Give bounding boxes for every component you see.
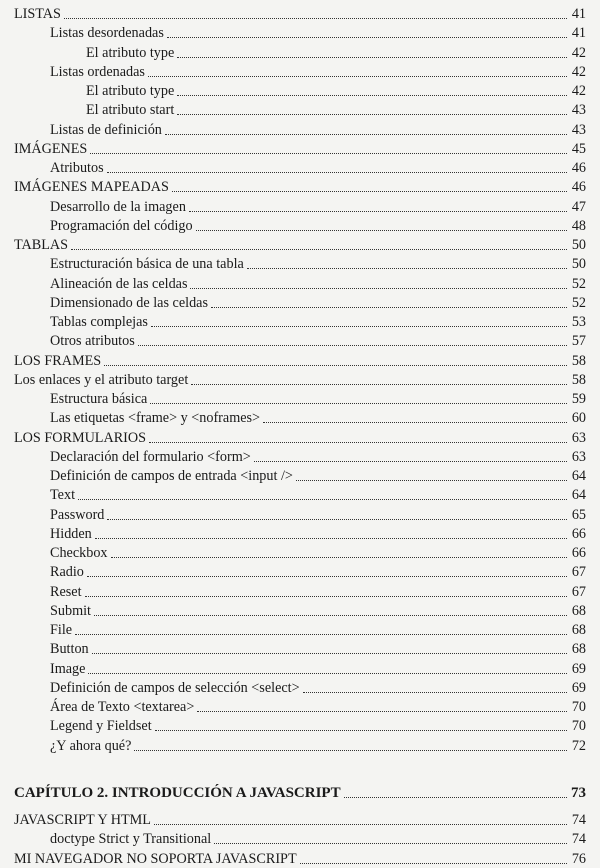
toc-entry-page: 65 bbox=[571, 506, 586, 523]
toc-entry-page: 58 bbox=[571, 352, 586, 369]
dot-leader bbox=[85, 596, 567, 597]
toc-entry bbox=[50, 390, 586, 408]
toc-entry-page: 41 bbox=[571, 6, 586, 22]
toc-entry bbox=[86, 101, 586, 119]
dot-leader bbox=[107, 519, 567, 520]
dot-leader bbox=[177, 114, 567, 115]
toc-entry-title: IMÁGENES bbox=[14, 140, 88, 157]
toc-entry-page: 74 bbox=[571, 812, 586, 828]
toc-entry bbox=[50, 255, 586, 273]
toc-entry bbox=[14, 811, 586, 829]
toc-entry-title: Los enlaces y el atributo target bbox=[14, 371, 189, 388]
dot-leader bbox=[254, 461, 567, 462]
toc-entry-page: 59 bbox=[571, 391, 586, 407]
toc-entry-page: 66 bbox=[571, 525, 586, 542]
dot-leader bbox=[64, 18, 567, 19]
toc-entry-page: 43 bbox=[571, 121, 586, 138]
toc-entry-page: 45 bbox=[571, 140, 586, 157]
toc-entry-page: 46 bbox=[571, 160, 586, 176]
toc-entry-page: 74 bbox=[571, 831, 586, 848]
dot-leader bbox=[172, 191, 567, 192]
dot-leader bbox=[111, 557, 567, 558]
toc-entry bbox=[50, 409, 586, 427]
toc-entry bbox=[50, 698, 586, 716]
toc-entry-title: Área de Texto <textarea> bbox=[50, 699, 195, 715]
toc-entry bbox=[50, 217, 586, 235]
dot-leader bbox=[296, 480, 567, 481]
dot-leader bbox=[71, 249, 567, 250]
toc-entry-title: Hidden bbox=[50, 525, 92, 542]
dot-leader bbox=[247, 268, 567, 269]
toc-entry-page: 63 bbox=[571, 448, 586, 465]
dot-leader bbox=[167, 37, 567, 38]
toc-entry-title: Checkbox bbox=[50, 545, 108, 561]
dot-leader bbox=[75, 634, 567, 635]
toc-entry-title: MI NAVEGADOR NO SOPORTA JAVASCRIPT bbox=[14, 850, 297, 867]
dot-leader bbox=[90, 153, 567, 154]
toc-entry-page: 47 bbox=[571, 198, 586, 215]
toc-entry-title: ¿Y ahora qué? bbox=[50, 737, 132, 754]
toc-entry bbox=[50, 506, 586, 524]
toc-entry-title: Atributos bbox=[50, 160, 104, 176]
toc-entry bbox=[50, 525, 586, 543]
dot-leader bbox=[211, 307, 567, 308]
dot-leader bbox=[303, 692, 567, 693]
toc-entry-page: 52 bbox=[571, 275, 586, 292]
dot-leader bbox=[107, 172, 567, 173]
toc-entry bbox=[50, 467, 586, 485]
toc-entry-page: 72 bbox=[571, 737, 586, 754]
toc-entry bbox=[50, 660, 586, 678]
toc-entry-page: 42 bbox=[571, 83, 586, 99]
toc-entry-title: Estructuración básica de una tabla bbox=[50, 256, 244, 273]
toc-entry-page: 68 bbox=[571, 622, 586, 638]
toc-entry-page: 42 bbox=[571, 63, 586, 80]
dot-leader bbox=[134, 750, 567, 751]
toc-entry-page: 41 bbox=[571, 25, 586, 42]
toc-entry-page: 67 bbox=[571, 564, 586, 581]
toc-entry bbox=[50, 640, 586, 658]
toc-entry bbox=[50, 679, 586, 697]
dot-leader bbox=[263, 422, 567, 423]
toc-entry-title: Legend y Fieldset bbox=[50, 718, 152, 735]
toc-entry-page: 60 bbox=[571, 410, 586, 427]
toc-entry bbox=[50, 621, 586, 639]
toc-entry-title: Desarrollo de la imagen bbox=[50, 198, 186, 215]
dot-leader bbox=[149, 442, 567, 443]
toc-entry-title: El atributo type bbox=[86, 44, 175, 61]
toc-entry-title: El atributo type bbox=[86, 83, 175, 99]
toc-entry-title: CAPÍTULO 2. INTRODUCCIÓN A JAVASCRIPT bbox=[14, 784, 341, 801]
dot-leader bbox=[92, 653, 567, 654]
toc-entry-title: Submit bbox=[50, 602, 91, 619]
dot-leader bbox=[148, 76, 567, 77]
toc-entry bbox=[50, 159, 586, 177]
dot-leader bbox=[300, 863, 567, 864]
toc-entry-page: 68 bbox=[571, 641, 586, 658]
toc-entry-title: LISTAS bbox=[14, 6, 61, 22]
dot-leader bbox=[165, 134, 567, 135]
toc-entry bbox=[50, 563, 586, 581]
toc-entry bbox=[50, 198, 586, 216]
toc-entry bbox=[14, 850, 586, 868]
toc-entry-page: 70 bbox=[571, 718, 586, 735]
toc-entry bbox=[50, 121, 586, 139]
toc-entry bbox=[14, 5, 586, 23]
toc-entry bbox=[50, 583, 586, 601]
toc-entry bbox=[14, 429, 586, 447]
toc-entry-page: 50 bbox=[571, 256, 586, 273]
dot-leader bbox=[190, 288, 567, 289]
toc-entry-title: Password bbox=[50, 506, 105, 523]
dot-leader bbox=[151, 326, 567, 327]
toc-entry-title: LOS FORMULARIOS bbox=[14, 429, 147, 446]
toc-entry bbox=[50, 275, 586, 293]
toc-entry-title: IMÁGENES MAPEADAS bbox=[14, 179, 169, 196]
toc-entry-page: 64 bbox=[571, 487, 586, 504]
toc-entry-title: doctype Strict y Transitional bbox=[50, 831, 212, 848]
toc-entry bbox=[50, 544, 586, 562]
toc-entry-page: 73 bbox=[571, 784, 586, 801]
toc-entry-title: Dimensionado de las celdas bbox=[50, 294, 208, 311]
toc-entry-title: Alineación de las celdas bbox=[50, 275, 188, 292]
toc-entry bbox=[50, 717, 586, 735]
toc-entry-page: 50 bbox=[571, 237, 586, 253]
toc-entry bbox=[50, 313, 586, 331]
toc-entry-page: 57 bbox=[571, 333, 586, 350]
toc-entry-page: 69 bbox=[571, 660, 586, 677]
toc-entry bbox=[14, 236, 586, 254]
dot-leader bbox=[94, 615, 567, 616]
dot-leader bbox=[177, 95, 567, 96]
dot-leader bbox=[196, 230, 567, 231]
chapter-heading bbox=[14, 784, 586, 802]
toc-entry-title: Button bbox=[50, 641, 89, 658]
toc-entry bbox=[50, 448, 586, 466]
toc-entry bbox=[50, 294, 586, 312]
toc-entry-page: 66 bbox=[571, 545, 586, 561]
toc-entry bbox=[86, 44, 586, 62]
toc-entry-page: 70 bbox=[571, 699, 586, 715]
toc-entry-title: Radio bbox=[50, 564, 84, 581]
toc-entry bbox=[14, 352, 586, 370]
toc-entry-page: 58 bbox=[571, 371, 586, 388]
toc-entry-title: Estructura básica bbox=[50, 391, 148, 407]
toc-entry bbox=[14, 371, 586, 389]
dot-leader bbox=[87, 576, 567, 577]
toc-entry bbox=[14, 178, 586, 196]
toc-entry-title: Text bbox=[50, 487, 76, 504]
toc-entry-title: Las etiquetas <frame> y <noframes> bbox=[50, 410, 261, 427]
toc-entry-title: Reset bbox=[50, 583, 82, 600]
toc-entry-page: 69 bbox=[571, 679, 586, 696]
toc-entry-page: 68 bbox=[571, 602, 586, 619]
toc-entry-page: 63 bbox=[571, 429, 586, 446]
toc-entry bbox=[50, 602, 586, 620]
toc-entry-page: 76 bbox=[571, 850, 586, 867]
toc-entry-title: Declaración del formulario <form> bbox=[50, 448, 251, 465]
toc-entry-title: Listas desordenadas bbox=[50, 25, 164, 42]
toc-entry-title: File bbox=[50, 622, 73, 638]
toc-entry-page: 53 bbox=[571, 314, 586, 330]
dot-leader bbox=[189, 211, 567, 212]
toc-entry-title: Tablas complejas bbox=[50, 314, 148, 330]
dot-leader bbox=[88, 673, 567, 674]
toc-entry bbox=[50, 486, 586, 504]
toc-entry-title: Otros atributos bbox=[50, 333, 135, 350]
toc-entry bbox=[50, 737, 586, 755]
dot-leader bbox=[177, 57, 567, 58]
dot-leader bbox=[138, 345, 567, 346]
dot-leader bbox=[197, 711, 567, 712]
dot-leader bbox=[344, 797, 567, 798]
dot-leader bbox=[191, 384, 567, 385]
toc-entry-title: Definición de campos de selección <select> bbox=[50, 679, 300, 696]
toc-entry-page: 42 bbox=[571, 44, 586, 61]
toc-entry bbox=[50, 830, 586, 848]
toc-entry-title: El atributo start bbox=[86, 102, 175, 119]
toc-entry bbox=[14, 140, 586, 158]
toc-entry bbox=[86, 82, 586, 100]
toc-entry-title: JAVASCRIPT Y HTML bbox=[14, 812, 151, 828]
toc-entry-title: Listas ordenadas bbox=[50, 63, 145, 80]
toc-entry-page: 67 bbox=[571, 583, 586, 600]
toc-entry bbox=[50, 332, 586, 350]
toc-entry-page: 52 bbox=[571, 294, 586, 311]
toc-entry-title: TABLAS bbox=[14, 237, 69, 253]
dot-leader bbox=[78, 499, 567, 500]
toc-entry-page: 48 bbox=[571, 217, 586, 234]
dot-leader bbox=[95, 538, 567, 539]
toc-entry bbox=[50, 24, 586, 42]
toc-entry-page: 43 bbox=[571, 102, 586, 119]
toc-entry-page: 46 bbox=[571, 179, 586, 196]
toc-entry-title: Listas de definición bbox=[50, 121, 162, 138]
toc-entry-page: 64 bbox=[571, 468, 586, 484]
toc-entry-title: Image bbox=[50, 660, 86, 677]
toc-entry-title: Programación del código bbox=[50, 217, 193, 234]
toc-entry-title: Definición de campos de entrada <input /> bbox=[50, 468, 293, 484]
dot-leader bbox=[155, 730, 567, 731]
toc-entry bbox=[50, 63, 586, 81]
dot-leader bbox=[154, 824, 567, 825]
dot-leader bbox=[150, 403, 567, 404]
toc-entry-title: LOS FRAMES bbox=[14, 352, 102, 369]
dot-leader bbox=[104, 365, 567, 366]
